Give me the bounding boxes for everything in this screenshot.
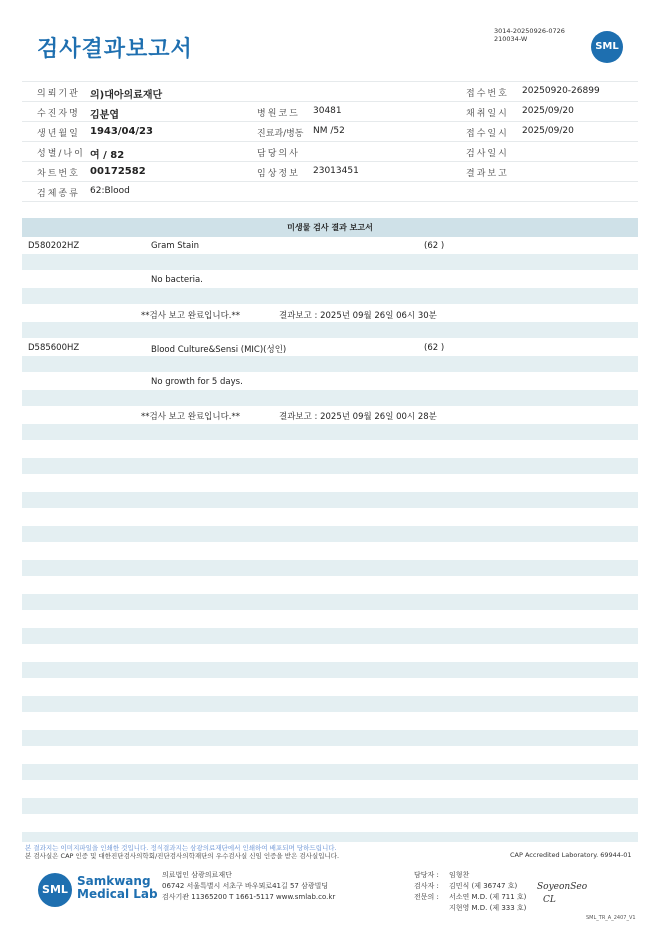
specialist-label: 전문의 :	[414, 893, 439, 901]
tested-label: 검사일시	[466, 149, 509, 159]
chart-no-value: 00172582	[90, 166, 146, 177]
stripe	[22, 492, 638, 508]
hospital-code-label: 병원코드	[257, 109, 300, 119]
document-id	[494, 27, 565, 43]
hospital-code-value: 30481	[313, 106, 342, 116]
sml-logo: SML	[591, 31, 623, 63]
signature-specialist-2: CL	[543, 895, 556, 905]
row-divider	[22, 81, 638, 82]
signature-specialist-1: SoyeonSeo	[537, 882, 588, 892]
org-contact: 검사기관 11365200 T 1661-5117 www.smlab.co.kr	[162, 893, 336, 901]
org-address: 06742 서울특별시 서초구 바우뫼로41길 57 삼광빌딩	[162, 882, 329, 890]
report-label: 결과보고	[466, 169, 509, 179]
stripe	[22, 764, 638, 780]
stripe	[22, 526, 638, 542]
collected-value: 2025/09/20	[522, 106, 574, 116]
patient-name-label: 수진자명	[37, 109, 80, 119]
brand-line2: Medical Lab	[77, 887, 158, 901]
stripe	[22, 390, 638, 406]
specimen-type-value: 62:Blood	[90, 186, 130, 196]
test-name: Blood Culture&Sensi (MIC)(성인)	[151, 345, 287, 355]
dob-value: 1943/04/23	[90, 126, 153, 137]
staff-names	[449, 870, 526, 914]
dob-label: 생년월일	[37, 129, 80, 139]
staff-labels	[414, 870, 439, 903]
document-id-line1: 3014-20250926-0726	[494, 27, 565, 35]
row-divider	[22, 121, 638, 122]
specimen-number: (62 )	[424, 343, 445, 353]
dept-value: NM /52	[313, 126, 345, 136]
row-divider	[22, 181, 638, 182]
stripe	[22, 288, 638, 304]
results-header	[22, 218, 638, 237]
document-id-line2: 210034-W	[494, 35, 528, 43]
stripe	[22, 730, 638, 746]
requester-label: 의뢰기관	[37, 89, 80, 99]
received-value: 2025/09/20	[522, 126, 574, 136]
test-result-text: No growth for 5 days.	[151, 377, 243, 387]
stripe	[22, 696, 638, 712]
receipt-no-label: 접수번호	[466, 89, 509, 99]
test-result-text: No bacteria.	[151, 275, 203, 285]
doctor-label: 담당의사	[257, 149, 300, 159]
manager-label: 담당자 :	[414, 871, 439, 879]
patient-name-value: 김분엽	[90, 110, 119, 121]
sex-age-label: 성별/나이	[37, 149, 85, 159]
test-name: Gram Stain	[151, 241, 199, 251]
receipt-no-value: 20250920-26899	[522, 86, 600, 96]
stripe	[22, 628, 638, 644]
tester-label: 검사자 :	[414, 882, 439, 890]
stripe	[22, 458, 638, 474]
image-print-notice: 본 결과지는 이미지파일을 인쇄한 것입니다. 정식결과지는 삼광의료재단에서 인쇄하여 배포되며 당하드립니다.	[25, 844, 337, 852]
stripe	[22, 662, 638, 678]
collected-label: 채취일시	[466, 109, 509, 119]
stripe	[22, 594, 638, 610]
row-divider	[22, 201, 638, 202]
page-title: 검사결과보고서	[37, 37, 193, 62]
brand-name	[77, 875, 158, 901]
row-divider	[22, 141, 638, 142]
brand-line1: Samkwang	[77, 874, 151, 888]
stripe	[22, 832, 638, 842]
organization-info	[162, 870, 335, 903]
stripe	[22, 798, 638, 814]
stripe	[22, 560, 638, 576]
dept-label: 진료과/병동	[257, 129, 304, 139]
clinical-info-value: 23013451	[313, 166, 359, 176]
report-time: 결과보고 : 2025년 09월 26일 06시 30분	[279, 311, 437, 321]
row-divider	[22, 161, 638, 162]
stripe	[22, 322, 638, 338]
manager-name: 임형찬	[449, 871, 470, 879]
chart-no-label: 차트번호	[37, 169, 80, 179]
clinical-info-label: 임상정보	[257, 169, 300, 179]
test-code: D580202HZ	[28, 241, 80, 251]
tester-name: 김민식 (제 36747 호)	[449, 882, 518, 890]
sml-footer-logo: SML	[38, 873, 72, 907]
specimen-type-label: 검체종류	[37, 189, 80, 199]
stripe	[22, 356, 638, 372]
row-divider	[22, 101, 638, 102]
specialist-1-name: 서소연 M.D. (제 711 호)	[449, 893, 527, 901]
stripe	[22, 424, 638, 440]
cap-accreditation: CAP Accredited Laboratory. 69944-01	[510, 851, 632, 859]
specimen-number: (62 )	[424, 241, 445, 251]
stripe	[22, 254, 638, 270]
report-complete-text: **검사 보고 완료입니다.**	[141, 412, 241, 422]
sex-age-value: 여 / 82	[90, 150, 125, 161]
report-time: 결과보고 : 2025년 09월 26일 00시 28분	[279, 412, 437, 422]
test-code: D585600HZ	[28, 343, 80, 353]
certification-text: 본 검사실은 CAP 인증 및 대한진단검사의학회/진단검사의학재단의 우수검사실 신임 인증을 받은 검사실입니다.	[25, 852, 340, 860]
received-label: 접수일시	[466, 129, 509, 139]
org-name: 의료법인 삼광의료재단	[162, 871, 232, 879]
report-complete-text: **검사 보고 완료입니다.**	[141, 311, 241, 321]
specialist-2-name: 지현영 M.D. (제 333 호)	[449, 904, 527, 912]
results-section-title: 미생물 검사 결과 보고서	[287, 223, 373, 232]
form-number: SML_TR_A_2407_V1	[586, 915, 636, 921]
requester-value: 의)대아의료재단	[90, 90, 163, 101]
